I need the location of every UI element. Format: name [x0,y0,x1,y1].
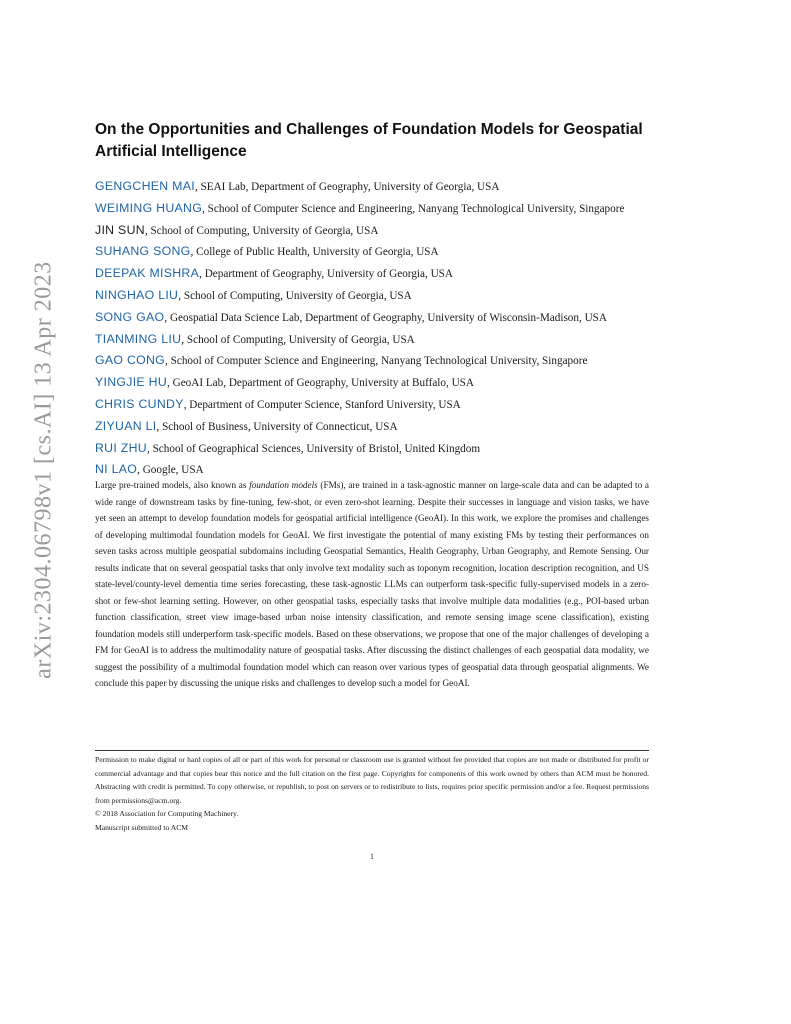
author-entry [95,285,675,307]
author-affiliation: , School of Business, University of Connecticut, USA [156,420,398,433]
author-name[interactable]: GENGCHEN MAI [95,179,195,193]
manuscript-notice: Manuscript submitted to ACM [95,822,189,832]
author-entry [95,438,675,460]
author-entry [95,394,675,416]
author-name[interactable]: NI LAO [95,462,138,477]
paper-title: On the Opportunities and Challenges of Foundation Models for Geospatial Artificial Intelligence [95,121,643,160]
author-name[interactable]: DEEPAK MISHRA [95,266,200,281]
arxiv-identifier-stamp: arXiv:2304.06798v1 [cs.AI] 13 Apr 2023 [30,261,57,679]
author-entry [95,241,675,263]
abstract-text-start: Large pre-trained models, also known as [95,480,250,490]
author-name[interactable]: NINGHAO LIU [95,287,179,302]
author-affiliation: , Department of Computer Science, Stanford University, USA [183,398,461,411]
author-name[interactable]: GAO CONG [95,353,166,368]
author-name[interactable]: WEIMING HUANG [95,200,203,215]
abstract-text-rest: (FMs), are trained in a task-agnostic manner on large-scale data and can be adapted to a wide range of downstream tasks by fine-tuning, few-shot, or even zero-shot learning. Despite their successes in language and vision tasks, we have yet seen an attempt to develop foundation models for geospatial artificial intelligence (GeoAI). In this work, we explore the promises and challenges of developing multimodal foundation models for GeoAI. We first investigate the potential of many existing FMs by testing their performances on seven tasks across multiple geospatial subdomains including Geospatial Semantics, Health Geography, Urban Geography, and Remote Sensing. Our results indicate that on several geospatial tasks that only involve text modality such as toponym recognition, location description recognition, and US state-level/county-level dementia time series forecasting, these task-agnostic LLMs can outperform task-specific fully-supervised models in a zero-shot or few-shot learning setting. However, on other geospatial tasks, especially tasks that involve multiple data modalities (e.g., POI-based urban function classification, street view image-based urban noise intensity classification, and remote sensing image scene classification), existing foundation models still underperform task-specific models. Based on these observations, we propose that one of the major challenges of developing a FM for GeoAI is to address the multimodality nature of geospatial tasks. After discussing the distinct challenges of each geospatial data modality, we suggest the possibility of a multimodal foundation model which can reason over various types of geospatial data through geospatial alignments. We conclude this paper by discussing the unique risks and challenges to develop such a model for GeoAI. [95,480,650,688]
author-affiliation: , School of Computer Science and Engineering, Nanyang Technological University, Singapore [165,355,588,368]
author-affiliation: , College of Public Health, University of Georgia, USA [190,246,439,259]
page-number: 1 [370,852,374,861]
abstract-emphasis: foundation models [249,480,318,490]
author-name[interactable]: RUI ZHU [95,440,147,455]
author-name[interactable]: SONG GAO [95,309,165,324]
footnote-divider [95,750,649,751]
author-affiliation: , Geospatial Data Science Lab, Department of Geography, University of Wisconsin-Madison, USA [164,311,607,324]
copyright-notice: © 2018 Association for Computing Machinery. [95,809,239,819]
author-entry [95,350,675,372]
author-entry [95,220,675,242]
author-entry [95,176,675,198]
footnote-block [95,753,649,835]
author-name[interactable]: ZIYUAN LI [95,418,157,433]
author-entry [95,263,675,285]
author-name[interactable]: CHRIS CUNDY [95,396,184,411]
author-affiliation: , School of Computer Science and Engineering, Nanyang Technological University, Singapore [202,202,625,215]
author-name[interactable]: YINGJIE HU [95,375,168,390]
author-entry [95,307,675,329]
permission-notice: Permission to make digital or hard copies of all or part of this work for personal or classroom use is granted without fee provided that copies are not made or distributed for profit or commercial advantage and that copies bear this notice and the full citation on the first page. Copyrights for components of this work owned by others than ACM must be honored. Abstracting with credit is permitted. To copy otherwise, or republish, to post on servers or to redistribute to lists, requires prior specific permission and/or a fee. Request permissions from permissions@acm.org. [95,755,649,805]
author-entry [95,416,675,438]
author-affiliation: , Google, USA [137,464,204,477]
author-affiliation: , School of Computing, University of Georgia, USA [181,333,415,346]
author-entry [95,329,675,351]
author-affiliation: , SEAI Lab, Department of Geography, University of Georgia, USA [194,181,500,193]
author-list [95,176,675,481]
author-entry [95,198,675,220]
author-affiliation: , School of Computing, University of Georgia, USA [144,224,379,237]
author-affiliation: , School of Geographical Sciences, University of Bristol, United Kingdom [146,442,481,455]
author-name[interactable]: SUHANG SONG [95,244,191,259]
author-affiliation: , GeoAI Lab, Department of Geography, University at Buffalo, USA [167,377,474,390]
author-affiliation: , School of Computing, University of Georgia, USA [178,289,412,302]
abstract [95,477,649,692]
author-name[interactable]: TIANMING LIU [95,331,182,346]
author-name: JIN SUN [95,222,145,237]
author-affiliation: , Department of Geography, University of Georgia, USA [199,268,453,281]
author-entry [95,372,675,394]
